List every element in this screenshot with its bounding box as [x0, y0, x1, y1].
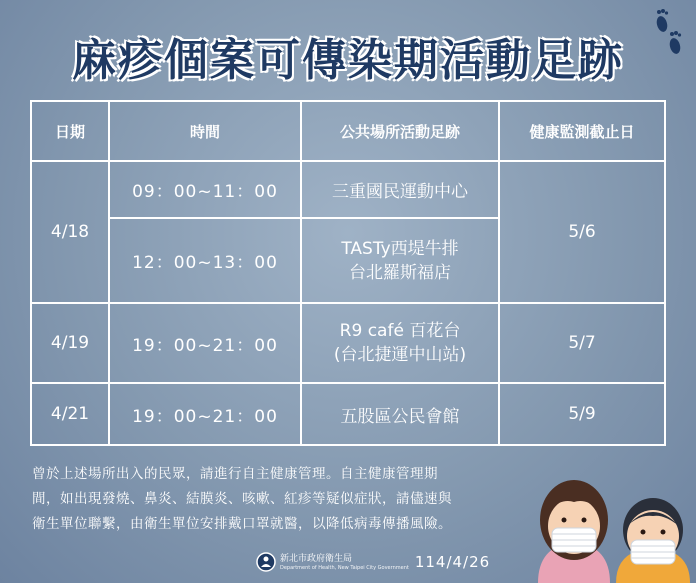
place-line: 台北羅斯福店	[349, 262, 451, 283]
footprint-table	[30, 100, 666, 446]
place-line: (台北捷運中山站)	[333, 345, 467, 365]
deadline-cell: 5/9	[499, 383, 665, 445]
page-title: 麻疹個案可傳染期活動足跡	[72, 35, 624, 86]
org-name-en: Department of Health, New Taipei City Government	[280, 564, 409, 571]
place-line: TASTy西堤牛排	[341, 238, 459, 259]
health-bureau-logo	[256, 552, 276, 572]
date-cell: 4/19	[31, 303, 109, 383]
org-name-block	[280, 554, 409, 571]
table-header-row	[31, 101, 665, 161]
footer	[256, 548, 490, 576]
time-cell: 09：00~11：00	[109, 161, 301, 218]
header-time: 時間	[109, 101, 301, 161]
place-cell: 五股區公民會館	[301, 383, 499, 445]
masked-children-illustration	[530, 468, 696, 583]
time-cell: 19：00~21：00	[109, 303, 301, 383]
notice-line: 衛生單位聯繫，由衛生單位安排戴口罩就醫，以降低病毒傳播風險。	[32, 516, 452, 532]
health-notice	[32, 462, 542, 537]
header-deadline: 健康監測截止日	[499, 101, 665, 161]
footprints-icon	[650, 4, 686, 62]
date-cell: 4/18	[31, 161, 109, 303]
publish-date: 114/4/26	[414, 553, 491, 571]
table-row	[31, 303, 665, 383]
deadline-cell: 5/7	[499, 303, 665, 383]
time-cell: 12：00~13：00	[109, 218, 301, 303]
place-line: R9 café 百花台	[339, 321, 461, 341]
notice-line: 曾於上述場所出入的民眾，請進行自主健康管理。自主健康管理期	[32, 466, 438, 482]
table-row	[31, 161, 665, 218]
deadline-cell: 5/6	[499, 161, 665, 303]
org-name: 新北市政府衛生局	[280, 553, 353, 564]
header-date: 日期	[31, 101, 109, 161]
place-cell: 三重國民運動中心	[301, 161, 499, 218]
date-cell: 4/21	[31, 383, 109, 445]
time-cell: 19：00~21：00	[109, 383, 301, 445]
header-places: 公共場所活動足跡	[301, 101, 499, 161]
place-cell	[301, 218, 499, 303]
table-row	[31, 383, 665, 445]
place-cell	[301, 303, 499, 383]
notice-line: 間，如出現發燒、鼻炎、結膜炎、咳嗽、紅疹等疑似症狀，請儘速與	[32, 491, 452, 507]
